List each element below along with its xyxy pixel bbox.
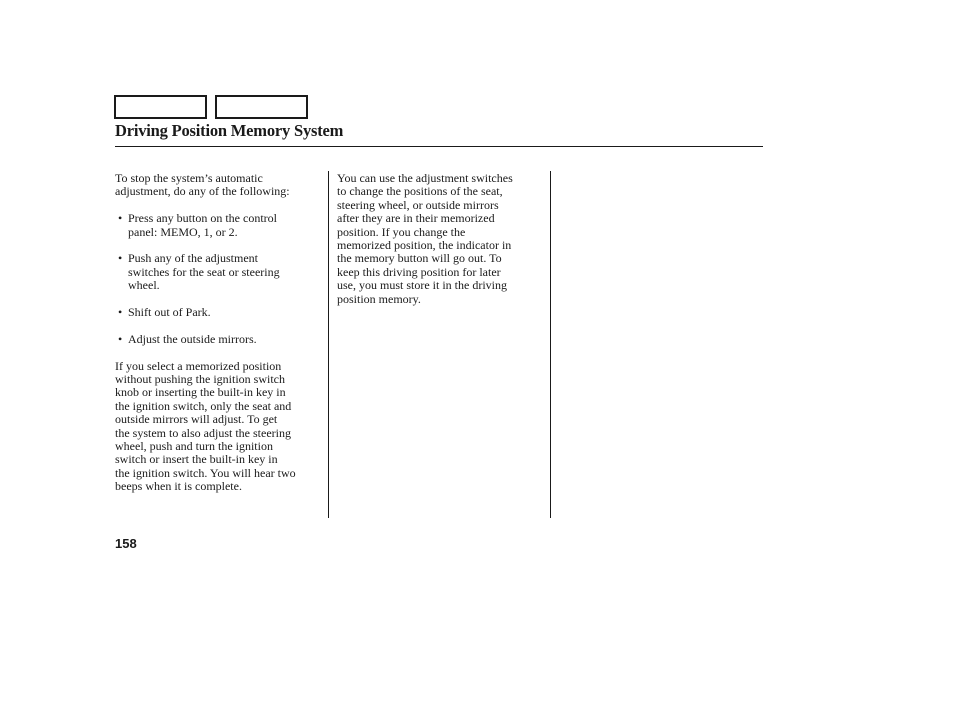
- nav-button-main-menu[interactable]: [114, 95, 207, 119]
- page-title: Driving Position Memory System: [115, 121, 344, 140]
- nav-button-index[interactable]: [215, 95, 308, 119]
- closing-paragraph: If you select a memorized position without pushing the ignition switch knob or inserting the built-in key in the ignition switch, only the seat and outside mirrors will adjust. To get the system to also adjust the steering wheel, push and turn the ignition switch or insert the built-in key in the ignition switch. You will hear two beeps when it is complete.: [115, 358, 296, 494]
- intro-paragraph: To stop the system’s automatic adjustment, do any of the following:: [115, 171, 290, 199]
- column-divider-2: [550, 171, 551, 518]
- list-item: • Adjust the outside mirrors.: [115, 333, 322, 346]
- list-item: • Push any of the adjustment switches for the seat or steering wheel.: [115, 252, 322, 292]
- list-item: • Shift out of Park.: [115, 306, 322, 319]
- column-divider-1: [328, 171, 329, 518]
- title-divider: [115, 146, 763, 147]
- left-column: [115, 172, 322, 494]
- stop-conditions-list: [115, 212, 322, 346]
- page-number: 158: [115, 536, 137, 551]
- right-column: [337, 172, 544, 306]
- adjustment-paragraph: You can use the adjustment switches to change the positions of the seat, steering wheel, or outside mirrors after they are in their memorized position. If you change the memorized position, the indicator in the memory button will go out. To keep this driving position for later use, you must store it in the driving position memory.: [337, 171, 513, 306]
- list-item: • Press any button on the control panel: MEMO, 1, or 2.: [115, 212, 322, 239]
